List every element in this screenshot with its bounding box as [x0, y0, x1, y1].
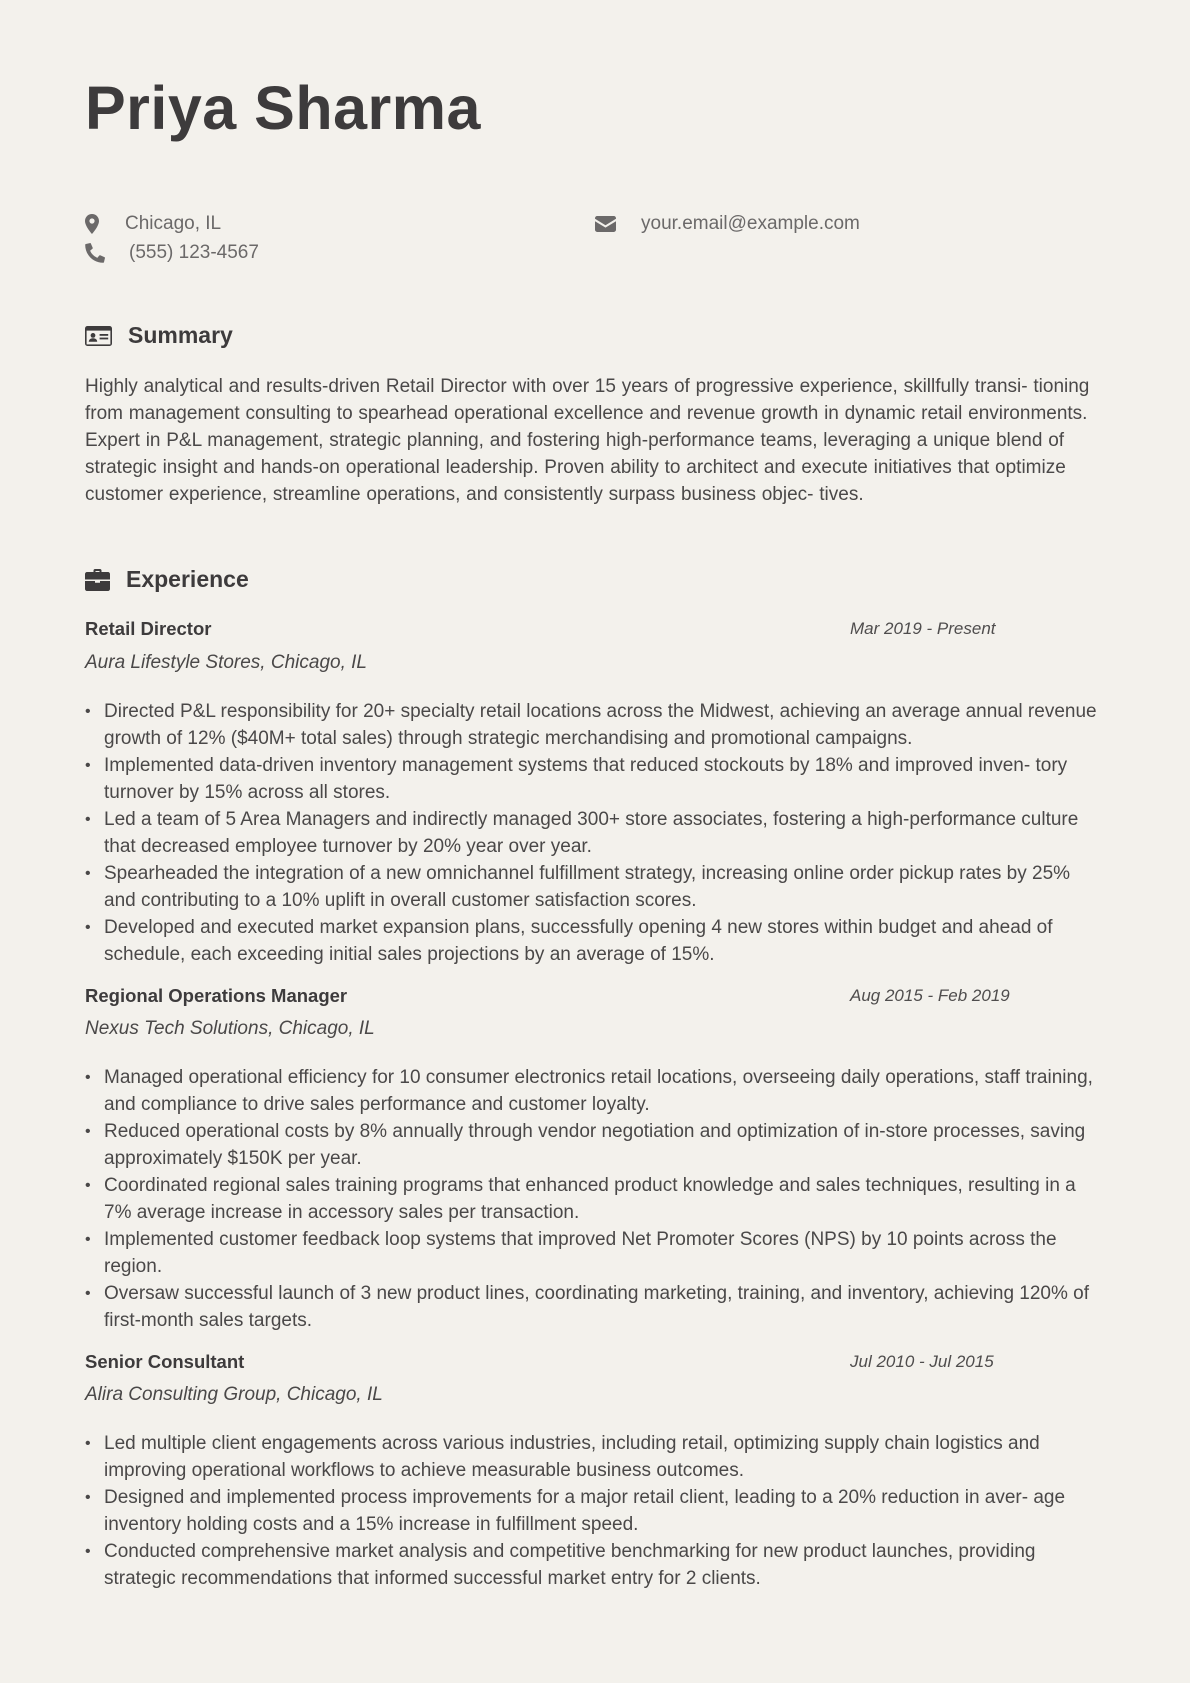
list-item: • Conducted comprehensive market analysis and competitive benchmarking for new product launches, providing strategic recommendations that informed successful market entry for 2 clients. — [85, 1538, 1105, 1592]
list-item: • Led multiple client engagements across various industries, including retail, optimizing supply chain logistics and improving operational workflows to achieve measurable business outcomes. — [85, 1430, 1105, 1484]
job-company: Nexus Tech Solutions, Chicago, IL — [85, 1018, 375, 1039]
experience-heading — [85, 566, 249, 593]
envelope-icon — [595, 213, 617, 235]
job-bullets — [85, 1064, 1105, 1334]
id-card-icon — [85, 326, 112, 346]
list-item: • Directed P&L responsibility for 20+ specialty retail locations across the Midwest, achieving an average annual revenue growth of 12% ($40M+ total sales) through strategic merchandising and promotional campaigns. — [85, 698, 1105, 752]
summary-heading — [85, 322, 233, 349]
job-title: Regional Operations Manager — [85, 985, 348, 1006]
summary-text: Highly analytical and results-driven Retail Director with over 15 years of progressive experience, skillfully transi- tioning from management consulting to spearhead operational excellence and revenue growth in dynamic retail environments. Expert in P&L management, strategic planning, and fostering high-performance teams, leveraging a unique blend of strategic insight and hands-on operational leadership. Proven ability to architect and execute initiatives that optimize customer experience, streamline operations, and consistently surpass business objec- tives. — [85, 376, 1090, 505]
list-item: • Developed and executed market expansion plans, successfully opening 4 new stores within budget and ahead of schedule, each exceeding initial sales projections by an average of 15%. — [85, 914, 1105, 968]
location-text: Chicago, IL — [125, 213, 222, 234]
list-item: • Oversaw successful launch of 3 new product lines, coordinating marketing, training, and inventory, achieving 120% of first-month sales targets. — [85, 1280, 1105, 1334]
map-marker-icon — [85, 213, 107, 235]
job-bullets — [85, 698, 1105, 968]
job-bullets — [85, 1430, 1105, 1592]
summary-title: Summary — [128, 322, 233, 348]
job-dates: Jul 2010 - Jul 2015 — [850, 1352, 994, 1371]
list-item: • Designed and implemented process improvements for a major retail client, leading to a 20% reduction in aver- age inventory holding costs and a 15% increase in fulfillment speed. — [85, 1484, 1105, 1538]
email-link[interactable]: your.email@example.com — [641, 213, 860, 234]
phone-text: (555) 123-4567 — [129, 242, 259, 263]
job-title: Retail Director — [85, 618, 212, 639]
list-item: • Implemented data-driven inventory management systems that reduced stockouts by 18% and improved inven- tory turnover by 15% across all stores. — [85, 752, 1105, 806]
list-item: • Led a team of 5 Area Managers and indirectly managed 300+ store associates, fostering a high-performance culture that decreased employee turnover by 20% year over year. — [85, 806, 1105, 860]
list-item: • Reduced operational costs by 8% annually through vendor negotiation and optimization of in-store processes, saving approximately $150K per year. — [85, 1118, 1105, 1172]
list-item: • Spearheaded the integration of a new omnichannel fulfillment strategy, increasing online order pickup rates by 25% and contributing to a 10% uplift in overall customer satisfaction scores. — [85, 860, 1105, 914]
job-company: Aura Lifestyle Stores, Chicago, IL — [85, 652, 367, 673]
contact-phone — [85, 241, 259, 265]
briefcase-icon — [85, 569, 110, 591]
job-company: Alira Consulting Group, Chicago, IL — [85, 1384, 383, 1405]
list-item: • Implemented customer feedback loop systems that improved Net Promoter Scores (NPS) by 10 points across the region. — [85, 1226, 1105, 1280]
experience-title: Experience — [126, 566, 249, 592]
contact-location — [85, 212, 221, 236]
contact-email[interactable] — [595, 212, 860, 236]
candidate-name: Priya Sharma — [85, 74, 481, 142]
job-dates: Aug 2015 - Feb 2019 — [850, 986, 1010, 1005]
list-item: • Coordinated regional sales training programs that enhanced product knowledge and sales techniques, resulting in a 7% average increase in accessory sales per transaction. — [85, 1172, 1105, 1226]
phone-icon — [85, 242, 107, 264]
list-item: • Managed operational efficiency for 10 consumer electronics retail locations, overseeing daily operations, staff training, and compliance to drive sales performance and customer loyalty. — [85, 1064, 1105, 1118]
job-title: Senior Consultant — [85, 1351, 245, 1372]
job-dates: Mar 2019 - Present — [850, 619, 996, 638]
